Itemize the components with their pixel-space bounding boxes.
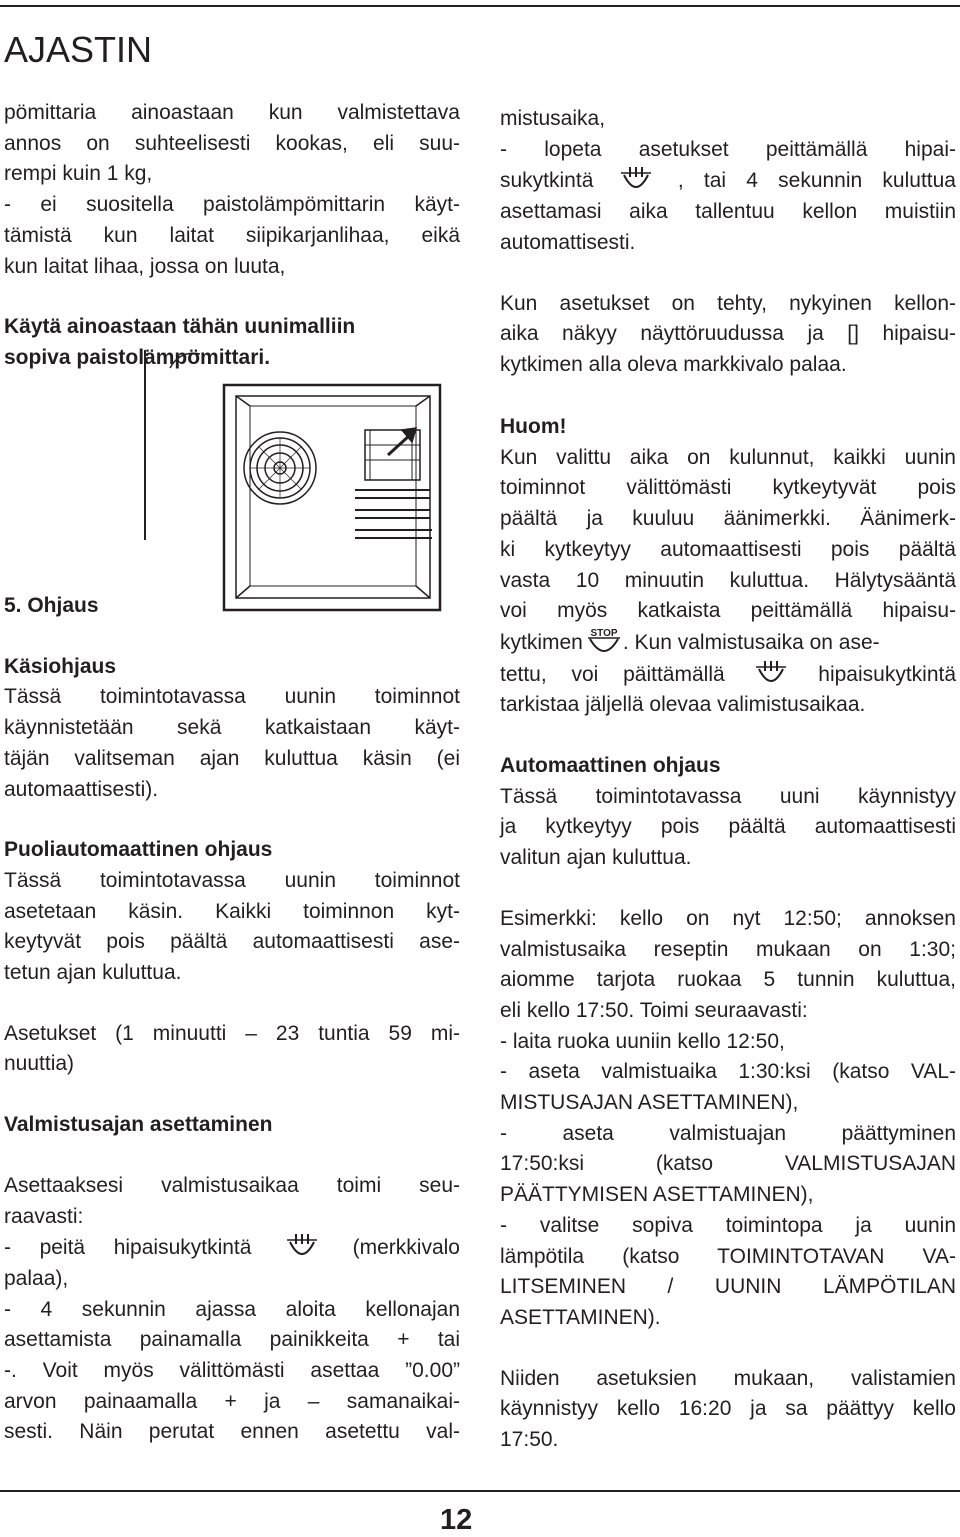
timer-touch-icon [618,165,654,193]
heading-valmistusajan: Valmistusajan asettaminen [4,1113,273,1137]
right-top-text: mistusaika, - lopeta asetukset peittämällä hipai- sukytkintä , tai 4 sekunnin kuluttua asettamasi aika tallentuu kellon muistiin automattisesti. [500,107,956,254]
top-rule [0,5,960,7]
valmistus-text: Asettaaksesi valmistusaikaa toimi seu- raavasti: - peitä hipaisukytkintä (merkkivalo palaa), - 4 sekunnin ajassa aloita kellonajan asettamista painamalla painikkeita + tai -. Voit myös välittömästi asettaa ”0.00” arvon painaamalla + ja – samanaikai- sesti. Näin perutat ennen asetettu val- [4,1173,460,1444]
puoliautomaattinen-text: Tässä toimintotavassa uunin toiminnot asetetaan käsin. Kaikki toiminnon kyt- keytyvät pois päältä automaattisesti ase- tetun ajan kuluttua. [4,868,460,985]
oven-illustration [140,340,460,615]
right-column [500,104,956,381]
stop-touch-icon [585,627,623,657]
left-column [4,98,460,374]
probe-warning: Käytä ainoastaan tähän uunimalliin sopiva paistolämpömittari. [4,315,356,369]
page-title: AJASTIN [4,29,153,70]
example-text: Esimerkki: kello on nyt 12:50; annoksen valmistusaika reseptin mukaan on 1:30; aiomme tarjota ruokaa 5 tunnin kuluttua, eli kello 17:50. Toimi seuraavasti: - laita ruoka uuniin kello 12:50, - aseta valmistuaika 1:30:ksi (katso VAL- MISTUSAJAN ASETTAMINEN), - aseta valmistuajan päättyminen 17:50:ksi (katso VALMISTUSAJAN PÄÄTTYMISEN ASETTAMINEN), - valitse sopiva toimintopa ja uunin lämpötila (katso TOIMINTOTAVAN VA- LITSEMINEN / UUNIN LÄMPÖTILAN ASETTAMINEN). [500,906,956,1329]
heading-puoliautomaattinen: Puoliautomaattinen ohjaus [4,838,273,862]
svg-text:STOP: STOP [590,627,618,639]
kasiohjaus-text: Tässä toimintotavassa uunin toiminnot käynnistetään sekä katkaistaan käyt- täjän valitseman ajan kuluttua käsin (ei automaattisesti). [4,685,460,801]
bottom-rule [0,1490,960,1492]
probe-paragraph: pömittaria ainoastaan kun valmistettava annos on suhteelisesti kookas, eli suu- rempi kuin 1 kg, - ei suositella paistolämpömittarin käyt- tämistä kun laitat siipikarjanlihaa, eikä kun laitat lihaa, jossa on luuta, [4,101,460,278]
final-text: Niiden asetuksien mukaan, valistamien käynnistyy kello 16:20 ja sa päättyy kello 17:50. [500,1366,956,1452]
asetukset-text: Asetukset (1 minuutti – 23 tuntia 59 mi- nuuttia) [4,1021,460,1076]
heading-huom: Huom! [500,415,567,438]
heading-automaattinen: Automaattinen ohjaus [500,754,721,778]
huom-text: Kun valittu aika on kulunnut, kaikki uunin toiminnot välittömästi kytkeytyvät pois päältä ja kuuluu äänimerkki. Äänimerk- ki kytkeytyy automaattisesti pois päältä vasta 10 minuutin kuluttua. Hälytysääntä voi myös katkaista peittämällä hipaisu- kytkimen STOP . Kun valmistusaika on ase- tettu, voi päittämällä hipaisukytkintä tarkistaa jäljellä olevaa valimistusaikaa. [500,445,957,717]
right-column-huom [500,412,956,1456]
left-column-lower [4,591,460,1448]
automaattinen-text: Tässä toimintotavassa uuni käynnistyy ja kytkeytyy pois päältä automaattisesti valitun ajan kuluttua. [500,784,956,870]
kun-asetukset-text: Kun asetukset on tehty, nykyinen kellon- aika näkyy näyttöruudussa ja [] hipaisu- kytkimen alla oleva markkivalo palaa. [500,291,956,376]
timer-touch-icon [284,1232,320,1260]
page-number: 12 [440,1504,473,1536]
heading-kasiohjaus: Käsiohjaus [4,654,117,678]
section-heading-ohjaus: 5. Ohjaus [4,594,99,617]
timer-touch-icon [753,659,789,687]
